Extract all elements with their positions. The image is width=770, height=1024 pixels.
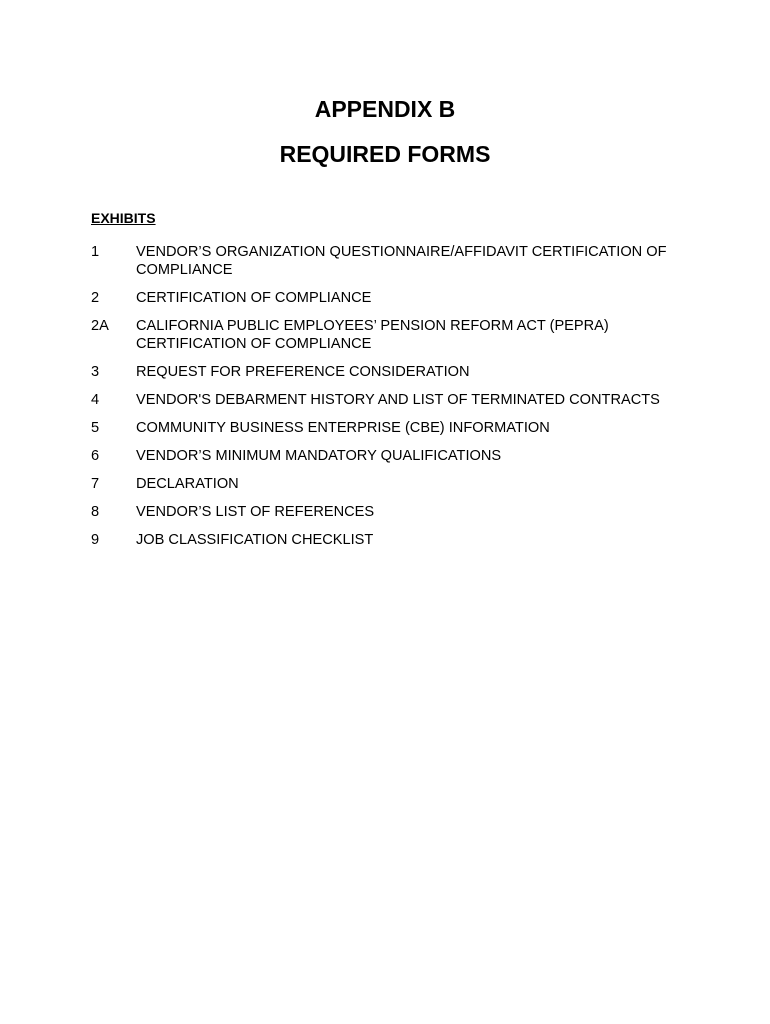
exhibit-title: COMMUNITY BUSINESS ENTERPRISE (CBE) INFORMATION bbox=[136, 420, 550, 436]
exhibit-number: 2A bbox=[91, 318, 109, 334]
exhibit-number: 4 bbox=[91, 392, 100, 408]
exhibit-title: VENDOR’S ORGANIZATION QUESTIONNAIRE/AFFIDAVIT CERTIFICATION OF COMPLIANCE bbox=[136, 244, 667, 278]
required-forms-title: REQUIRED FORMS bbox=[279, 141, 491, 167]
exhibit-item bbox=[91, 531, 681, 549]
exhibits-heading: EXHIBITS bbox=[91, 210, 156, 226]
exhibit-number: 3 bbox=[91, 364, 100, 380]
exhibit-title: CALIFORNIA PUBLIC EMPLOYEES’ PENSION REFORM ACT (PEPRA) CERTIFICATION OF COMPLIANCE bbox=[136, 318, 609, 352]
exhibit-number: 9 bbox=[91, 532, 100, 548]
exhibit-number: 5 bbox=[91, 420, 100, 436]
exhibit-item bbox=[91, 419, 681, 437]
exhibit-title: JOB CLASSIFICATION CHECKLIST bbox=[136, 532, 374, 548]
exhibit-item bbox=[91, 289, 681, 307]
appendix-title: APPENDIX B bbox=[314, 96, 456, 122]
exhibit-title: VENDOR'S DEBARMENT HISTORY AND LIST OF TERMINATED CONTRACTS bbox=[136, 392, 660, 408]
exhibit-title: REQUEST FOR PREFERENCE CONSIDERATION bbox=[136, 364, 470, 380]
exhibit-number: 1 bbox=[91, 244, 100, 260]
exhibit-item bbox=[91, 475, 681, 493]
exhibit-number: 2 bbox=[91, 290, 100, 306]
exhibit-number: 6 bbox=[91, 448, 100, 464]
exhibit-number: 7 bbox=[91, 476, 100, 492]
exhibit-item bbox=[91, 243, 681, 279]
exhibit-title: CERTIFICATION OF COMPLIANCE bbox=[136, 290, 372, 306]
exhibit-item bbox=[91, 503, 681, 521]
exhibit-item bbox=[91, 447, 681, 465]
exhibit-title: VENDOR’S LIST OF REFERENCES bbox=[136, 504, 375, 520]
exhibit-title: DECLARATION bbox=[136, 476, 239, 492]
exhibit-list bbox=[91, 243, 681, 559]
exhibit-item bbox=[91, 317, 681, 353]
exhibit-item bbox=[91, 363, 681, 381]
exhibit-number: 8 bbox=[91, 504, 100, 520]
exhibit-title: VENDOR’S MINIMUM MANDATORY QUALIFICATIONS bbox=[136, 448, 502, 464]
exhibit-item bbox=[91, 391, 681, 409]
